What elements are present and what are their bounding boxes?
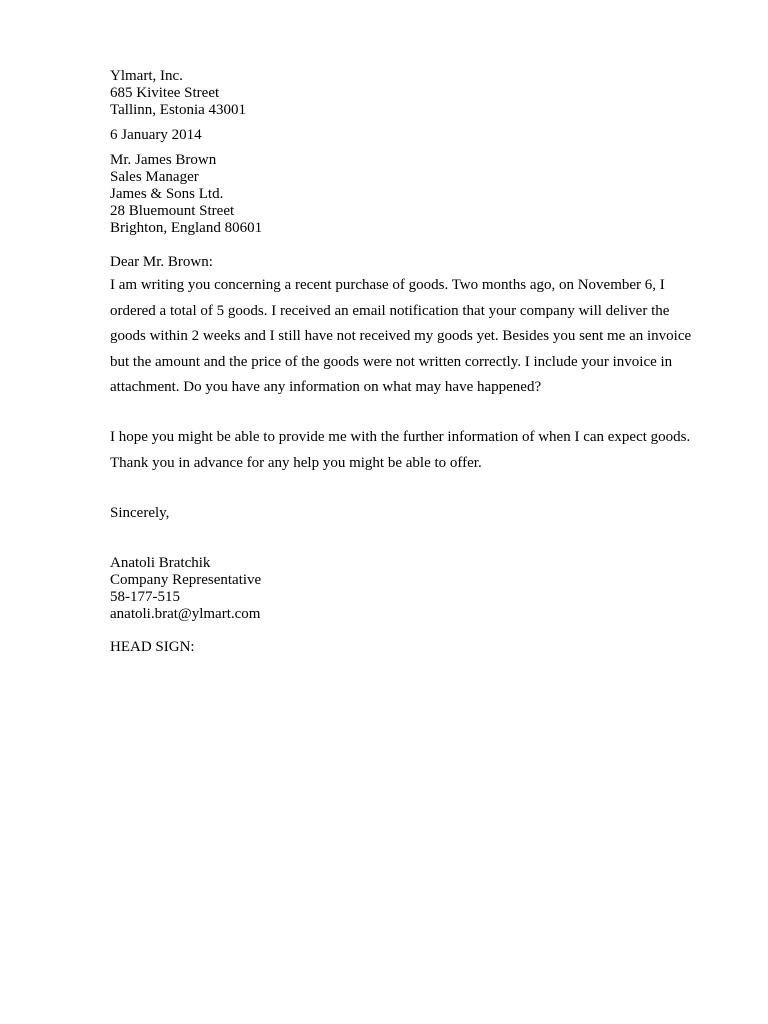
closing (110, 505, 730, 522)
date-text: 6 January 2014 (110, 127, 202, 143)
recipient-name: Mr. James Brown (110, 152, 217, 168)
closing-text: Sincerely, (110, 505, 170, 521)
body-paragraph-2 (110, 425, 730, 476)
recipient-city: Brighton, England 80601 (110, 220, 263, 236)
sender-company: Ylmart, Inc. (110, 68, 183, 84)
recipient-title: Sales Manager (110, 169, 199, 185)
signer-email: anatoli.brat@ylmart.com (110, 606, 261, 622)
recipient-street: 28 Bluemount Street (110, 203, 235, 219)
salutation (110, 254, 730, 271)
body-paragraph-1 (110, 273, 730, 401)
salutation-text: Dear Mr. Brown: (110, 254, 213, 270)
signer-title: Company Representative (110, 572, 262, 588)
head-sign (110, 639, 730, 656)
body-line: I am writing you concerning a recent purchase of goods. Two months ago, on November 6, I (110, 277, 665, 293)
body-line: Thank you in advance for any help you might be able to offer. (110, 454, 482, 471)
sender-address (110, 68, 730, 119)
recipient-address (110, 152, 730, 237)
body-line: attachment. Do you have any information on what may have happened? (110, 379, 542, 395)
signature-block (110, 555, 730, 623)
body-line: but the amount and the price of the goods were not written correctly. I include your invoice in (110, 353, 673, 370)
body-line: goods within 2 weeks and I still have not received my goods yet. Besides you sent me an invoice (110, 328, 692, 344)
sender-street: 685 Kivitee Street (110, 85, 220, 101)
signer-phone: 58-177-515 (110, 589, 180, 605)
signer-name: Anatoli Bratchik (110, 555, 211, 571)
head-sign-label: HEAD SIGN: (110, 639, 195, 655)
sender-city: Tallinn, Estonia 43001 (110, 102, 247, 118)
recipient-company: James & Sons Ltd. (110, 186, 224, 202)
body-line: ordered a total of 5 goods. I received an email notification that your company will deliver the (110, 302, 670, 319)
body-line: I hope you might be able to provide me with the further information of when I can expect goods. (110, 429, 691, 445)
letter-date (110, 127, 730, 144)
